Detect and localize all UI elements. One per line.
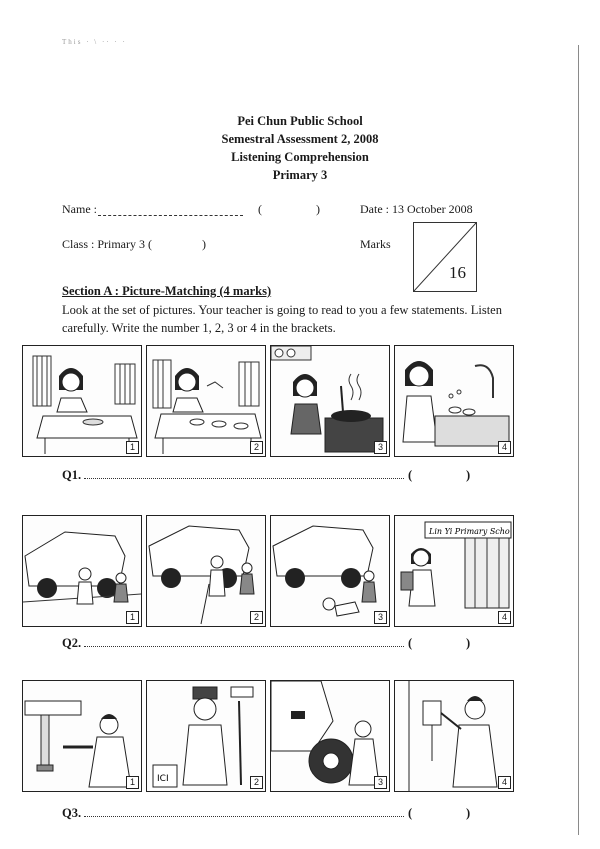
picture-panel <box>146 515 266 627</box>
picture-panel <box>394 345 514 457</box>
q1-dots <box>84 478 404 479</box>
scan-artifact-text: This · \ ·· · · <box>62 38 127 46</box>
class-field: Class : Primary 3 ( <box>62 237 152 251</box>
boy-walking-with-blind-man-icon <box>23 516 141 626</box>
picture-panel <box>270 345 390 457</box>
q1-label: Q1. <box>62 468 82 482</box>
q2-dots <box>84 646 404 647</box>
date-field: Date : 13 October 2008 <box>360 202 473 216</box>
class-close-bracket: ) <box>202 237 206 251</box>
name-label: Name : <box>62 202 97 216</box>
man-fixing-electricity-icon <box>395 681 513 791</box>
school-sign-text: Lin Yi Primary Scho <box>429 527 510 536</box>
picture-panel <box>146 680 266 792</box>
boy-helping-fallen-man-icon <box>271 516 389 626</box>
panel-number: 4 <box>498 441 511 454</box>
assessment-title: Semestral Assessment 2, 2008 <box>221 132 379 146</box>
q2-bracket-open[interactable]: ( <box>408 636 413 650</box>
picture-row-q1 <box>22 345 512 457</box>
marks-total: 16 <box>449 263 466 282</box>
boy-at-school-gate-icon <box>395 516 513 626</box>
man-changing-tyre-icon <box>271 681 389 791</box>
q2-bracket-close[interactable]: ) <box>466 636 471 650</box>
name-index-close: ) <box>316 202 320 216</box>
q3-bracket-close[interactable]: ) <box>466 806 471 820</box>
panel-number: 1 <box>126 776 139 789</box>
picture-row-q3 <box>22 680 512 792</box>
q2-answer-line <box>62 636 482 651</box>
section-instructions: Look at the set of pictures. Your teacher is going to read to you a few statements. Listen carefully. Write the number 1, 2, 3 or 4 in the brackets. <box>62 303 502 335</box>
picture-panel <box>146 345 266 457</box>
picture-row-q2 <box>22 515 512 627</box>
picture-panel <box>394 680 514 792</box>
picture-panel <box>270 680 390 792</box>
man-painting-icon <box>147 681 265 791</box>
q3-dots <box>84 816 404 817</box>
q3-label: Q3. <box>62 806 82 820</box>
panel-number: 2 <box>250 776 263 789</box>
picture-panel <box>394 515 514 627</box>
marks-label: Marks <box>360 237 391 251</box>
man-fixing-pipes-icon <box>23 681 141 791</box>
page-header <box>0 112 600 184</box>
school-name: Pei Chun Public School <box>237 114 363 128</box>
level-title: Primary 3 <box>272 168 328 182</box>
paint-can-label: ICI <box>157 774 169 784</box>
section-title: Section A : Picture-Matching (4 marks) <box>62 284 272 298</box>
panel-number: 1 <box>126 611 139 624</box>
panel-number: 4 <box>498 611 511 624</box>
girl-wiping-table-icon <box>23 346 141 456</box>
girl-setting-table-icon <box>147 346 265 456</box>
panel-number: 2 <box>250 441 263 454</box>
q1-bracket-open[interactable]: ( <box>408 468 413 482</box>
picture-panel <box>22 515 142 627</box>
q1-bracket-close[interactable]: ) <box>466 468 471 482</box>
picture-panel <box>22 680 142 792</box>
picture-panel <box>270 515 390 627</box>
marks-box[interactable] <box>413 222 477 292</box>
q2-label: Q2. <box>62 636 82 650</box>
girl-washing-dishes-icon <box>395 346 513 456</box>
name-index-open: ( <box>258 202 262 216</box>
subject-title: Listening Comprehension <box>231 150 369 164</box>
picture-panel <box>22 345 142 457</box>
marks-diagonal <box>414 223 476 291</box>
panel-number: 3 <box>374 611 387 624</box>
panel-number: 4 <box>498 776 511 789</box>
panel-number: 2 <box>250 611 263 624</box>
panel-number: 1 <box>126 441 139 454</box>
panel-number: 3 <box>374 441 387 454</box>
panel-number: 3 <box>374 776 387 789</box>
name-line[interactable] <box>98 215 243 216</box>
q1-answer-line <box>62 468 482 483</box>
q3-bracket-open[interactable]: ( <box>408 806 413 820</box>
girl-cooking-icon <box>271 346 389 456</box>
boy-guiding-blind-man-icon <box>147 516 265 626</box>
q3-answer-line <box>62 806 482 821</box>
